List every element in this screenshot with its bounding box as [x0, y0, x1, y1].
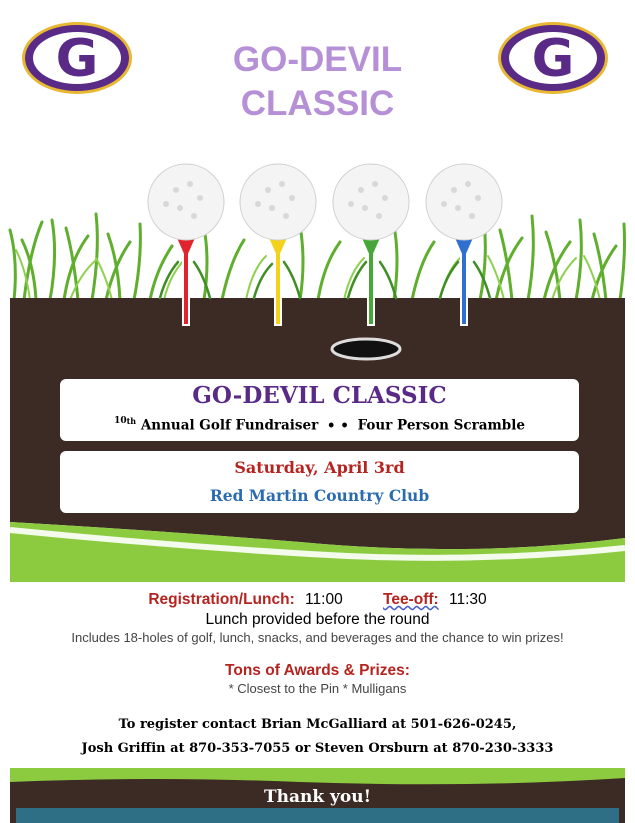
- lunch-note: Lunch provided before the round: [205, 611, 430, 628]
- page-title-line-2: CLASSIC: [240, 84, 395, 123]
- awards-heading: Tons of Awards & Prizes:: [225, 662, 410, 679]
- left-logo-letter: G: [55, 29, 99, 89]
- subtitle-separator: • •: [326, 417, 349, 434]
- golf-hole: [332, 339, 400, 359]
- contact-line-2: Josh Griffin at 870-353-7055 or Steven Orsburn at 870-230-3333: [81, 741, 554, 756]
- registration-label: Registration/Lunch:: [148, 591, 295, 608]
- grass-illustration: [10, 214, 625, 300]
- teeoff-label: Tee-off:: [383, 591, 439, 608]
- format-text: Four Person Scramble: [357, 417, 525, 434]
- event-venue: Red Martin Country Club: [209, 486, 430, 505]
- right-logo-letter: G: [531, 29, 575, 89]
- event-title: GO-DEVIL CLASSIC: [192, 382, 447, 409]
- registration-time: 11:00: [305, 591, 343, 608]
- annual-number: 10: [114, 416, 127, 426]
- event-subtitle: [60, 412, 579, 435]
- date-venue-box: [60, 451, 579, 513]
- golf-scene-illustration: [0, 150, 635, 582]
- awards-items: * Closest to the Pin * Mulligans: [228, 681, 407, 696]
- event-date: Saturday, April 3rd: [234, 458, 405, 477]
- contact-line-1: To register contact Brian McGalliard at 501-626-0245,: [118, 717, 517, 732]
- teeoff-time: 11:30: [449, 591, 487, 608]
- page-title-line-1: GO-DEVIL: [232, 40, 403, 79]
- includes-note: Includes 18-holes of golf, lunch, snacks, and beverages and the chance to win prizes!: [71, 630, 564, 645]
- annual-ordinal: th: [126, 416, 137, 426]
- annual-text: Annual Golf Fundraiser: [140, 417, 319, 434]
- thank-you-text: Thank you!: [263, 787, 372, 807]
- schedule-line: [0, 590, 635, 610]
- event-title-box: [60, 379, 579, 441]
